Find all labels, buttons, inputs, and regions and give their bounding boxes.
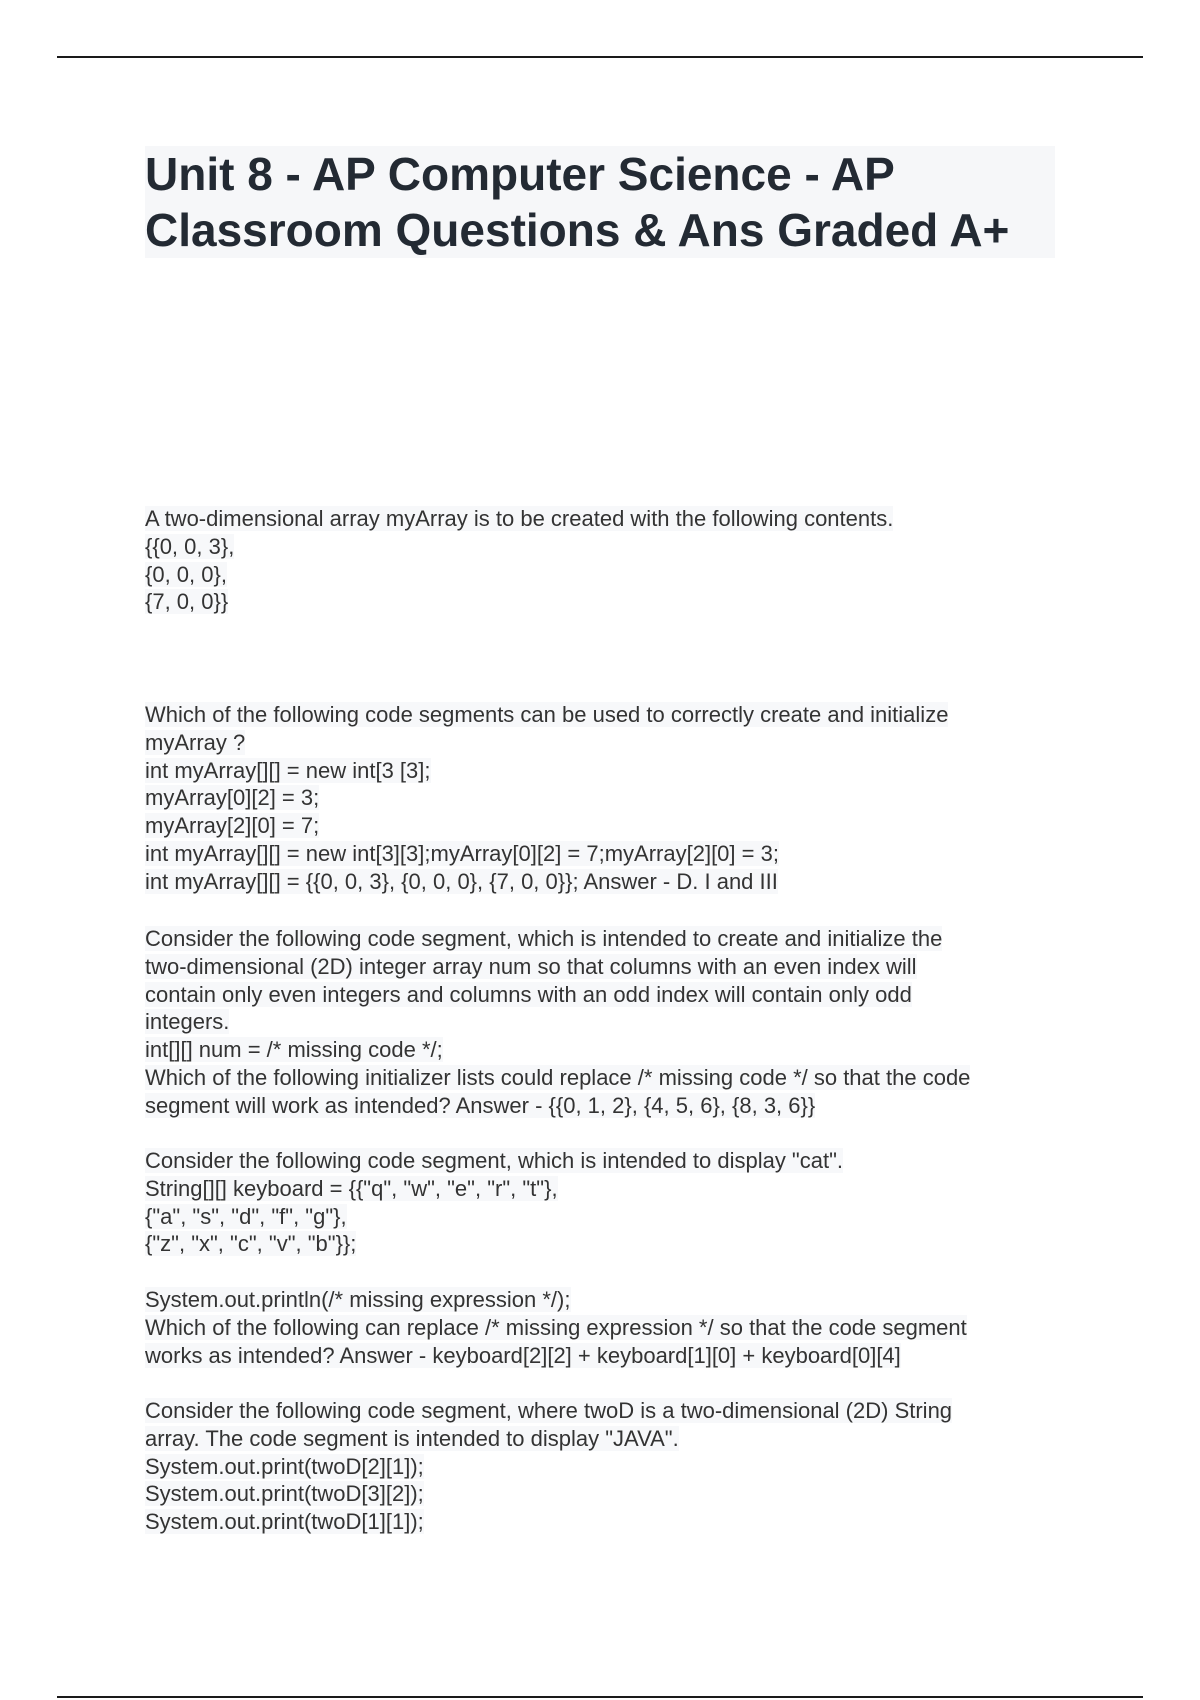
question-text-3: Consider the following code segment, which is intended to create and initialize the two-dimensional (2D) integer array num so that columns with an even index will contain only even integers and columns with an odd index will contain only odd integers. int[][] num = /* missing code */; Which of the following initializer lists could replace /* missing code */ so that the code segment will work as intended? Answer - {{0, 1, 2}, {4, 5, 6}, {8, 3, 6}} bbox=[145, 926, 971, 1118]
question-text-5: Consider the following code segment, where twoD is a two-dimensional (2D) String array. The code segment is intended to display "JAVA". System.out.print(twoD[2][1]); System.out.print(twoD[3][2]); System.out.print(twoD[1][1]); bbox=[145, 1398, 953, 1535]
question-text-4: Consider the following code segment, which is intended to display "cat". String[][] keyboard = {{"q", "w", "e", "r", "t"}, {"a", "s", "d", "f", "g"}, {"z", "x", "c", "v", "b"}}; System.out.println(/* missing expression */); Which of the following can replace /* missing expression */ so that the code segment works as intended? Answer - keyboard[2][2] + keyboard[1][0] + keyboard[0][4] bbox=[145, 1148, 967, 1368]
top-rule bbox=[57, 56, 1143, 58]
bottom-rule bbox=[57, 1696, 1143, 1698]
question-block-3 bbox=[145, 925, 1055, 1120]
question-text-2: Which of the following code segments can be used to correctly create and initialize myArray ? int myArray[][] = new int[3 [3]; myArray[0][2] = 3; myArray[2][0] = 7; int myArray[][] = new int[3][3];myArray[0][2] = 7;myArray[2][0] = 3; int myArray[][] = {{0, 0, 3}, {0, 0, 0}, {7, 0, 0}}; Answer - D. I and III bbox=[145, 702, 949, 894]
question-text-1: A two-dimensional array myArray is to be created with the following contents. {{0, 0, 3}, {0, 0, 0}, {7, 0, 0}} bbox=[145, 506, 894, 615]
document-title: Unit 8 - AP Computer Science - AP Classroom Questions & Ans Graded A+ bbox=[145, 146, 1055, 258]
question-block-1 bbox=[145, 505, 965, 616]
question-block-5 bbox=[145, 1397, 1055, 1536]
question-block-2 bbox=[145, 701, 1055, 896]
question-block-4 bbox=[145, 1147, 1055, 1369]
